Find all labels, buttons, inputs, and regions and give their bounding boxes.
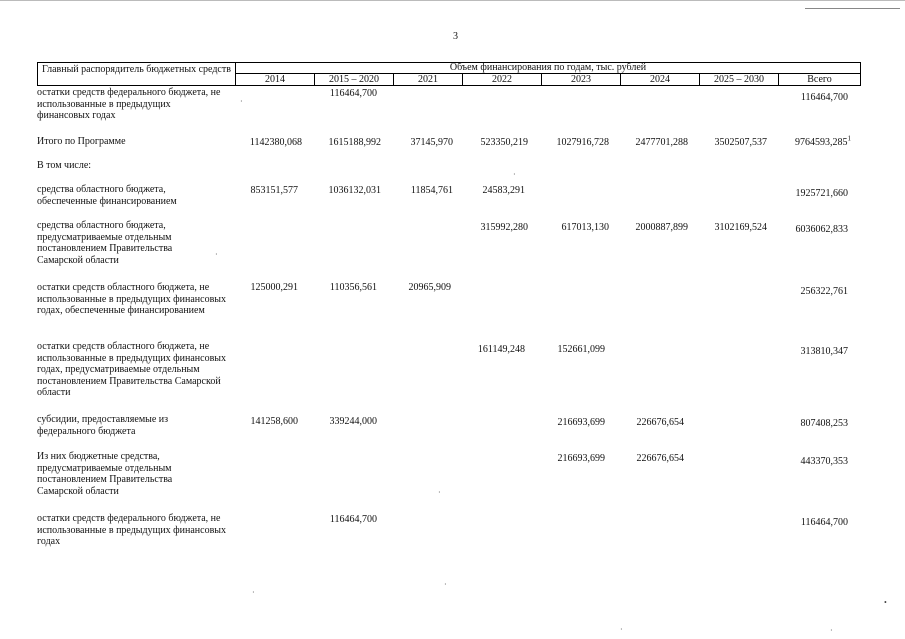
row-cell: 1036132,031 bbox=[328, 185, 381, 196]
header-year-2015-2020: 2015 – 2020 bbox=[314, 73, 394, 86]
row-cell: 125000,291 bbox=[250, 282, 298, 293]
row-total: 443370,353 bbox=[800, 456, 848, 467]
row-cell: 11854,761 bbox=[410, 185, 453, 196]
row-total: 116464,700 bbox=[800, 517, 848, 528]
row-label: остатки средств областного бюджета, не использованные в предыдущих финансовых годах, предусматриваемые отдельным постановлением Правительства Самарской области bbox=[37, 341, 227, 398]
row-label: субсидии, предоставляемые из федерального бюджета bbox=[37, 414, 169, 437]
header-year-2021: 2021 bbox=[393, 73, 463, 86]
scan-speck: · bbox=[252, 588, 255, 597]
row-cell: 110356,561 bbox=[329, 282, 377, 293]
row-label: Итого по Программе bbox=[37, 136, 126, 147]
row-cell: 116464,700 bbox=[329, 514, 377, 525]
row-cell: 226676,654 bbox=[636, 453, 684, 464]
row-cell: 216693,699 bbox=[557, 417, 605, 428]
row-cell: 152661,099 bbox=[557, 344, 605, 355]
scan-speck: · bbox=[620, 625, 623, 634]
row-total-value: 9764593,285 bbox=[795, 137, 848, 148]
row-cell: 216693,699 bbox=[557, 453, 605, 464]
row-cell: 1142380,068 bbox=[249, 137, 302, 148]
header-year-2022: 2022 bbox=[462, 73, 542, 86]
scan-speck: · bbox=[240, 97, 243, 106]
row-cell: 141258,600 bbox=[250, 416, 298, 427]
header-financing-group: Объем финансирования по годам, тыс. рублей bbox=[235, 62, 861, 74]
row-cell: 37145,970 bbox=[410, 137, 453, 148]
row-total: 313810,347 bbox=[800, 346, 848, 357]
header-year-2023: 2023 bbox=[541, 73, 621, 86]
header-distributor: Главный распорядитель бюджетных средств bbox=[37, 62, 236, 86]
row-cell: 116464,700 bbox=[329, 88, 377, 99]
row-total: 6036062,833 bbox=[795, 224, 848, 235]
row-label: остатки средств областного бюджета, не использованные в предыдущих финансовых годах, обеспеченные финансированием bbox=[37, 282, 227, 316]
row-label: средства областного бюджета, обеспеченные финансированием bbox=[37, 184, 177, 207]
scan-speck: · bbox=[438, 488, 441, 497]
row-label: остатки средств федерального бюджета, не использованные в предыдущих финансовых годах bbox=[37, 513, 227, 547]
top-border-line bbox=[0, 0, 905, 1]
row-cell: 315992,280 bbox=[480, 222, 528, 233]
header-year-2025-2030: 2025 – 2030 bbox=[699, 73, 779, 86]
row-cell: 2000887,899 bbox=[635, 222, 688, 233]
row-label: средства областного бюджета, предусматриваемые отдельным постановлением Правительства Самарской области bbox=[37, 220, 173, 266]
row-total: 256322,761 bbox=[800, 286, 848, 297]
scan-speck: • bbox=[884, 598, 887, 607]
scan-speck: · bbox=[215, 250, 218, 259]
row-total: 807408,253 bbox=[800, 418, 848, 429]
row-cell: 1027916,728 bbox=[556, 137, 609, 148]
footnote-mark: 1 bbox=[847, 134, 851, 143]
row-cell: 3502507,537 bbox=[714, 137, 767, 148]
row-cell: 617013,130 bbox=[561, 222, 609, 233]
row-cell: 161149,248 bbox=[477, 344, 525, 355]
header-year-2014: 2014 bbox=[235, 73, 315, 86]
row-cell: 339244,000 bbox=[329, 416, 377, 427]
row-cell: 2477701,288 bbox=[635, 137, 688, 148]
row-cell: 1615188,992 bbox=[328, 137, 381, 148]
page-number: 3 bbox=[453, 31, 458, 42]
header-total: Всего bbox=[778, 73, 861, 86]
row-cell: 226676,654 bbox=[636, 417, 684, 428]
row-cell: 24583,291 bbox=[482, 185, 525, 196]
row-total: 116464,700 bbox=[800, 92, 848, 103]
scan-speck: · bbox=[444, 580, 447, 589]
row-total bbox=[778, 134, 851, 149]
scan-speck: · bbox=[830, 626, 833, 635]
row-cell: 20965,909 bbox=[408, 282, 451, 293]
row-cell: 523350,219 bbox=[480, 137, 528, 148]
top-right-line bbox=[805, 8, 900, 9]
row-total: 1925721,660 bbox=[795, 188, 848, 199]
row-label: остатки средств федерального бюджета, не использованные в предыдущих финансовых годах bbox=[37, 87, 221, 121]
row-cell: 853151,577 bbox=[250, 185, 298, 196]
row-label: В том числе: bbox=[37, 160, 92, 171]
row-label: Из них бюджетные средства, предусматриваемые отдельным постановлением Правительства Самарской области bbox=[37, 451, 173, 497]
row-cell: 3102169,524 bbox=[714, 222, 767, 233]
scan-speck: · bbox=[513, 170, 516, 179]
header-year-2024: 2024 bbox=[620, 73, 700, 86]
